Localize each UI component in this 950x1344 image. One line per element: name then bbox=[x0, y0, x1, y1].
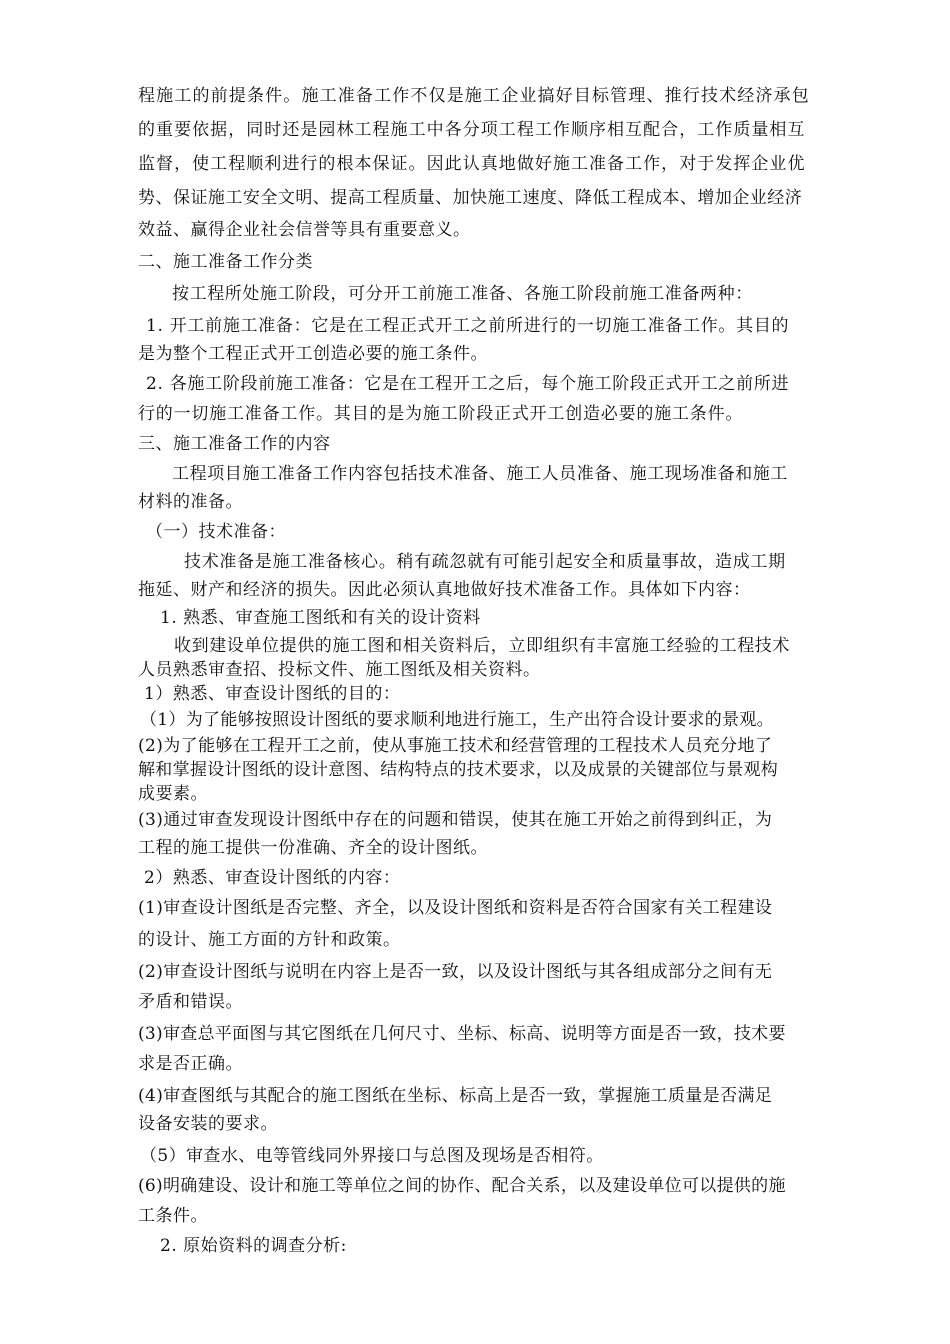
list-item: (2)审查设计图纸与说明在内容上是否一致，以及设计图纸与其各组成部分之间有无 bbox=[138, 962, 773, 982]
list-item: （1）为了能够按照设计图纸的要求顺利地进行施工，生产出符合设计要求的景观。 bbox=[140, 710, 774, 730]
list-item: 2. 原始资料的调查分析: bbox=[160, 1236, 347, 1256]
text-line: 的设计、施工方面的方针和政策。 bbox=[138, 930, 401, 950]
text-line: 技术准备是施工准备核心。稍有疏忽就有可能引起安全和质量事故，造成工期 bbox=[184, 552, 786, 572]
text-line: 工程的施工提供一份准确、齐全的设计图纸。 bbox=[138, 838, 488, 858]
list-item: 1. 熟悉、审查施工图纸和有关的设计资料 bbox=[160, 608, 481, 628]
text-line: 工条件。 bbox=[138, 1206, 208, 1226]
text-line: 按工程所处施工阶段，可分开工前施工准备、各施工阶段前施工准备两种： bbox=[172, 284, 753, 304]
text-line: 拖延、财产和经济的损失。因此必须认真地做好技术准备工作。具体如下内容： bbox=[138, 580, 751, 600]
text-line: 解和掌握设计图纸的设计意图、结构特点的技术要求，以及成景的关键部位与景观构 bbox=[138, 760, 779, 780]
list-item: 2）熟悉、审查设计图纸的内容： bbox=[144, 868, 401, 888]
text-line: 程施工的前提条件。施工准备工作不仅是施工企业搞好目标管理、推行技术经济承包 bbox=[138, 86, 810, 106]
subsection-heading: （一）技术准备： bbox=[146, 522, 286, 542]
section-heading: 三、施工准备工作的内容 bbox=[138, 434, 331, 454]
text-line: 的重要依据，同时还是园林工程施工中各分项工程工作顺序相互配合，工作质量相互 bbox=[138, 120, 806, 140]
list-item: 2. 各施工阶段前施工准备：它是在工程开工之后，每个施工阶段正式开工之前所进 bbox=[146, 374, 790, 394]
text-line: 人员熟悉审查招、投标文件、施工图纸及相关资料。 bbox=[138, 660, 541, 680]
list-item: (1)审查设计图纸是否完整、齐全，以及设计图纸和资料是否符合国家有关工程建设 bbox=[138, 898, 773, 918]
list-item: (3)审查总平面图与其它图纸在几何尺寸、坐标、标高、说明等方面是否一致，技术要 bbox=[138, 1024, 786, 1044]
list-item: (6)明确建设、设计和施工等单位之间的协作、配合关系，以及建设单位可以提供的施 bbox=[138, 1176, 786, 1196]
list-item: (4)审查图纸与其配合的施工图纸在坐标、标高上是否一致，掌握施工质量是否满足 bbox=[138, 1086, 773, 1106]
list-item: （5）审查水、电等管线同外界接口与总图及现场是否相符。 bbox=[140, 1146, 604, 1166]
text-line: 求是否正确。 bbox=[138, 1054, 243, 1074]
text-line: 矛盾和错误。 bbox=[138, 992, 243, 1012]
text-line: 势、保证施工安全文明、提高工程质量、加快施工速度、降低工程成本、增加企业经济 bbox=[138, 188, 803, 208]
text-line: 设备安装的要求。 bbox=[138, 1114, 278, 1134]
text-line: 是为整个工程正式开工创造必要的施工条件。 bbox=[138, 344, 488, 364]
text-line: 材料的准备。 bbox=[138, 492, 243, 512]
section-heading: 二、施工准备工作分类 bbox=[138, 252, 313, 272]
list-item: 1）熟悉、审查设计图纸的目的： bbox=[144, 684, 401, 704]
text-line: 成要素。 bbox=[138, 784, 208, 804]
text-line: 行的一切施工准备工作。其目的是为施工阶段正式开工创造必要的施工条件。 bbox=[138, 404, 744, 424]
list-item: (2)为了能够在工程开工之前，使从事施工技术和经营管理的工程技术人员充分地了 bbox=[138, 736, 773, 756]
text-line: 效益、赢得企业社会信誉等具有重要意义。 bbox=[138, 220, 471, 240]
list-item: 1. 开工前施工准备：它是在工程正式开工之前所进行的一切施工准备工作。其目的 bbox=[146, 316, 790, 336]
text-line: 监督，使工程顺利进行的根本保证。因此认真地做好施工准备工作，对于发挥企业优 bbox=[138, 154, 806, 174]
list-item: (3)通过审查发现设计图纸中存在的问题和错误，使其在施工开始之前得到纠正，为 bbox=[138, 810, 773, 830]
text-line: 工程项目施工准备工作内容包括技术准备、施工人员准备、施工现场准备和施工 bbox=[172, 464, 788, 484]
text-line: 收到建设单位提供的施工图和相关资料后，立即组织有丰富施工经验的工程技术 bbox=[174, 636, 790, 656]
